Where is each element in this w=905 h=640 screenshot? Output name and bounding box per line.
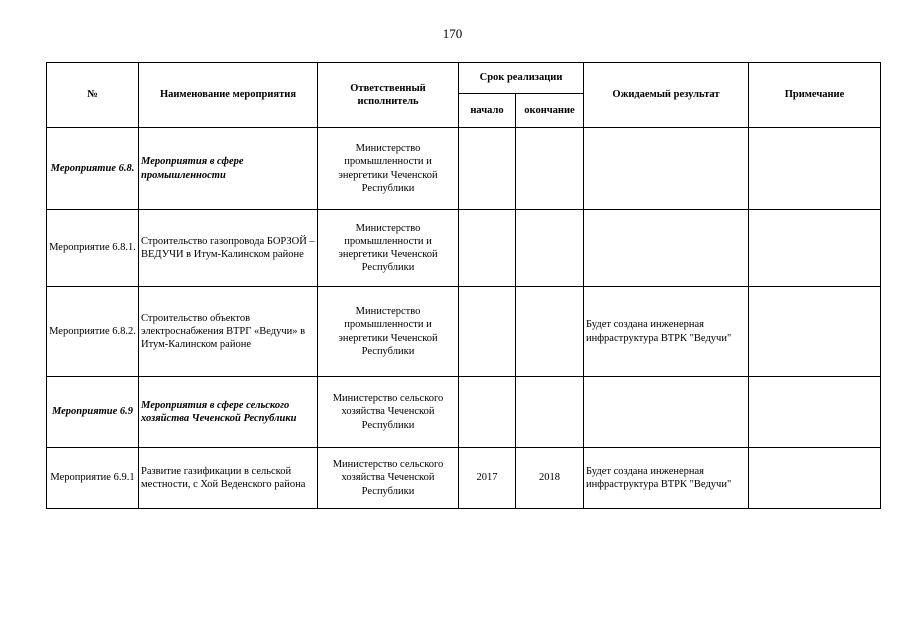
cell-note <box>749 287 881 377</box>
cell-name: Мероприятия в сфере промышленности <box>139 128 318 210</box>
cell-num: Мероприятие 6.8. <box>47 128 139 210</box>
header-result: Ожидаемый результат <box>584 63 749 128</box>
cell-note <box>749 377 881 448</box>
page-number: 170 <box>442 26 463 41</box>
cell-name: Мероприятия в сфере сельского хозяйства Чеченской Республики <box>139 377 318 448</box>
cell-num: Мероприятие 6.8.2. <box>47 287 139 377</box>
header-note: Примечание <box>749 63 881 128</box>
table-row <box>47 210 881 287</box>
header-period: Срок реализации <box>459 63 584 94</box>
cell-note <box>749 128 881 210</box>
cell-responsible: Министерство промышленности и энергетики Чеченской Республики <box>318 287 459 377</box>
table-row <box>47 287 881 377</box>
cell-num: Мероприятие 6.9.1 <box>47 448 139 509</box>
measures-table <box>46 62 881 509</box>
cell-result <box>584 210 749 287</box>
cell-responsible: Министерство сельского хозяйства Чеченской Республики <box>318 377 459 448</box>
cell-note <box>749 448 881 509</box>
cell-responsible: Министерство сельского хозяйства Чеченской Республики <box>318 448 459 509</box>
cell-name: Строительство газопровода БОРЗОЙ – ВЕДУЧИ в Итум-Калинском районе <box>139 210 318 287</box>
cell-responsible: Министерство промышленности и энергетики Чеченской Республики <box>318 210 459 287</box>
header-start: начало <box>459 94 516 128</box>
header-name: Наименование мероприятия <box>139 63 318 128</box>
table-row <box>47 377 881 448</box>
cell-name: Строительство объектов электроснабжения ВТРГ «Ведучи» в Итум-Калинском районе <box>139 287 318 377</box>
cell-result: Будет создана инженерная инфраструктура ВТРК "Ведучи" <box>584 448 749 509</box>
header-responsible: Ответственный исполнитель <box>318 63 459 128</box>
cell-end <box>516 210 584 287</box>
cell-result: Будет создана инженерная инфраструктура ВТРК "Ведучи" <box>584 287 749 377</box>
cell-name: Развитие газификации в сельской местности, с Хой Веденского района <box>139 448 318 509</box>
cell-start <box>459 287 516 377</box>
header-row <box>47 63 881 94</box>
cell-end: 2018 <box>516 448 584 509</box>
table-row <box>47 128 881 210</box>
cell-end <box>516 128 584 210</box>
header-end: окончание <box>516 94 584 128</box>
cell-responsible: Министерство промышленности и энергетики Чеченской Республики <box>318 128 459 210</box>
cell-num: Мероприятие 6.9 <box>47 377 139 448</box>
cell-end <box>516 377 584 448</box>
cell-end <box>516 287 584 377</box>
cell-num: Мероприятие 6.8.1. <box>47 210 139 287</box>
cell-result <box>584 128 749 210</box>
cell-result <box>584 377 749 448</box>
cell-start <box>459 377 516 448</box>
table-row <box>47 448 881 509</box>
cell-note <box>749 210 881 287</box>
cell-start <box>459 210 516 287</box>
header-num: № <box>47 63 139 128</box>
cell-start <box>459 128 516 210</box>
cell-start: 2017 <box>459 448 516 509</box>
